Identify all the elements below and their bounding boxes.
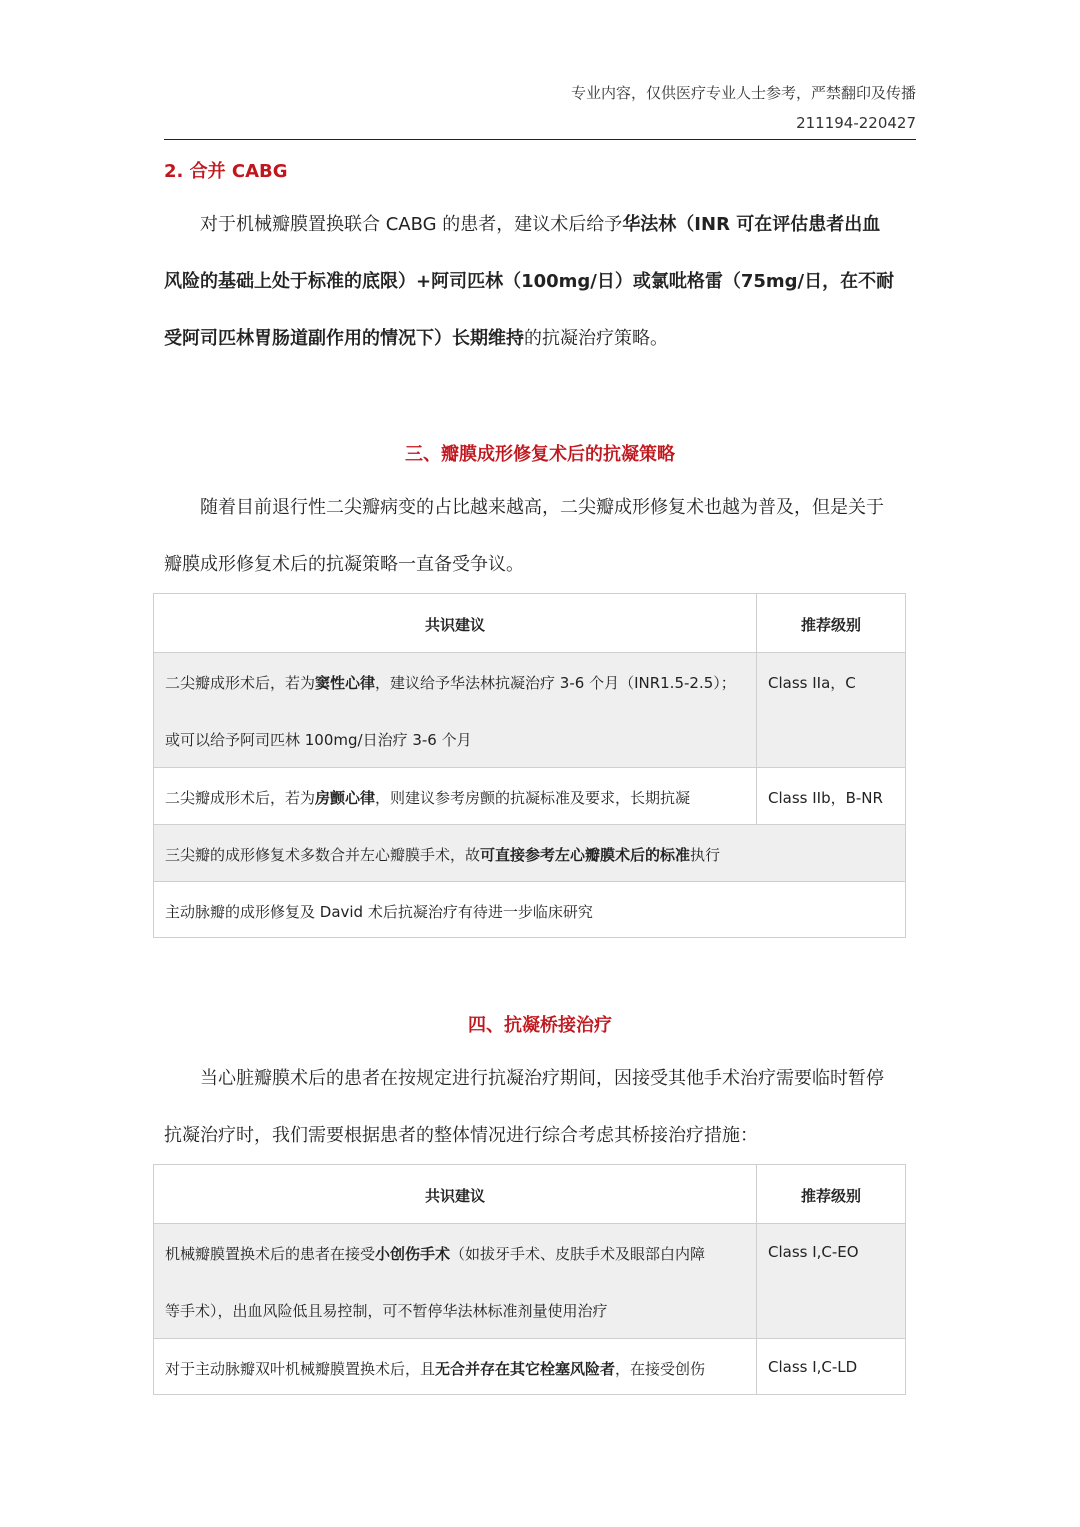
cabg-emphasis: 受阿司匹林胃肠道副作用的情况下）长期维持 (164, 328, 524, 349)
recommendation-text: 主动脉瓣的成形修复及 David 术后抗凝治疗有待进一步临床研究 (165, 903, 593, 921)
table-row (154, 767, 905, 824)
cabg-paragraph-line-2 (164, 270, 916, 294)
recommendation-text: 三尖瓣的成形修复术多数合并左心瓣膜手术，故可直接参考左心瓣膜术后的标准执行 (165, 846, 721, 864)
header-code: 211194-220427 (796, 114, 916, 132)
cabg-paragraph-line-3 (164, 327, 916, 351)
recommendation-text: 对于主动脉瓣双叶机械瓣膜置换术后，且无合并存在其它栓塞风险者，在接受创伤 (165, 1360, 706, 1378)
recommendation-text: 机械瓣膜置换术后的患者在接受小创伤手术（如拔牙手术、皮肤手术及眼部白内障 (165, 1245, 706, 1263)
recommendation-text: 二尖瓣成形术后，若为房颤心律，则建议参考房颤的抗凝标准及要求，长期抗凝 (165, 789, 691, 807)
section-4-intro-line-1: 当心脏瓣膜术后的患者在按规定进行抗凝治疗期间，因接受其他手术治疗需要临时暂停 (200, 1068, 884, 1089)
table-row (154, 652, 905, 767)
table-row (154, 1338, 905, 1394)
recommendation-text: 或可以给予阿司匹林 100mg/日治疗 3-6 个月 (165, 731, 472, 749)
table-row (154, 1223, 905, 1338)
cabg-emphasis: 华法林（INR 可在评估患者出血 (622, 214, 881, 235)
grade-text: Class IIb，B-NR (768, 789, 883, 807)
repair-anticoagulation-table (153, 593, 906, 938)
header-grade: 推荐级别 (800, 1187, 861, 1205)
header-recommendation: 共识建议 (424, 1187, 485, 1205)
section-3-intro-line-1: 随着目前退行性二尖瓣病变的占比越来越高，二尖瓣成形修复术也越为普及，但是关于 (200, 497, 884, 518)
grade-text: Class IIa，C (768, 674, 856, 692)
section-3-title: 三、瓣膜成形修复术后的抗凝策略 (405, 444, 675, 465)
grade-text: Class I,C-EO (768, 1243, 859, 1261)
cabg-text: 的抗凝治疗策略。 (524, 328, 668, 349)
header-notice: 专业内容，仅供医疗专业人士参考，严禁翻印及传播 (570, 84, 916, 102)
bridging-therapy-table (153, 1164, 906, 1395)
section-4-title: 四、抗凝桥接治疗 (468, 1015, 612, 1036)
table-row (154, 824, 905, 881)
header-grade: 推荐级别 (800, 616, 861, 634)
grade-text: Class I,C-LD (768, 1358, 858, 1376)
cabg-heading: 2. 合并 CABG (164, 161, 288, 182)
cabg-paragraph-line-1 (200, 213, 916, 237)
header-recommendation: 共识建议 (424, 616, 485, 634)
table-row (154, 881, 905, 937)
header-divider (164, 139, 916, 140)
recommendation-text: 等手术），出血风险低且易控制，可不暂停华法林标准剂量使用治疗 (165, 1302, 608, 1320)
cabg-text: 对于机械瓣膜置换联合 CABG 的患者，建议术后给予 (200, 214, 623, 235)
section-4-intro-line-2: 抗凝治疗时，我们需要根据患者的整体情况进行综合考虑其桥接治疗措施： (164, 1125, 758, 1146)
table-header-row (154, 1165, 905, 1223)
recommendation-text: 二尖瓣成形术后，若为窦性心律，建议给予华法林抗凝治疗 3-6 个月（INR1.5-2.5）； (165, 674, 736, 692)
table-header-row (154, 594, 905, 652)
section-3-intro-line-2: 瓣膜成形修复术后的抗凝策略一直备受争议。 (164, 554, 524, 575)
cabg-emphasis: 风险的基础上处于标准的底限）+阿司匹林（100mg/日）或氯吡格雷（75mg/日，在不耐 (164, 271, 895, 292)
